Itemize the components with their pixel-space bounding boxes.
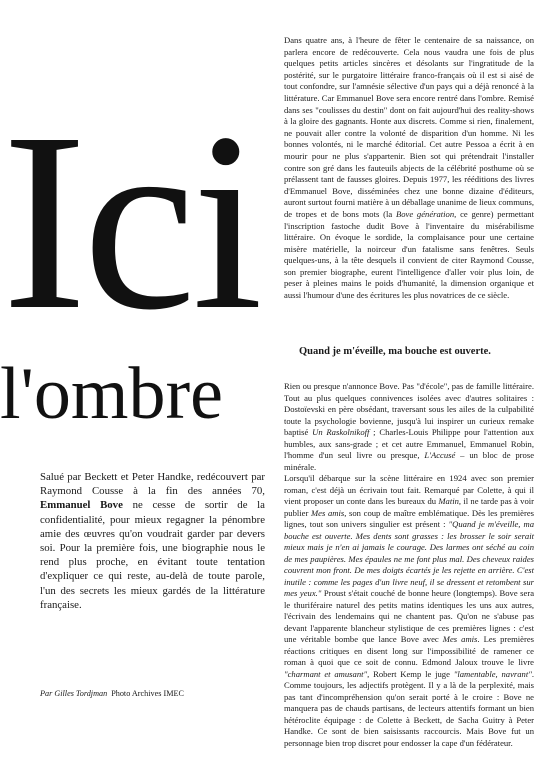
text-run: Proust s'était couché de bonne heure (longtemps). Bove sera le thuriféraire naturel des petits matins identiques les uns aux autres, l'écrivain des lendemains qui ne chantent pas. Qu'on ne s'abuse pas devant l'apparente blancheur stylistique de ces premières lignes : c'est une véritable bombe que lance Bove avec bbox=[284, 588, 535, 644]
text-run: Rien ou presque n'annonce Bove. Pas "d'école", pas de famille littéraire. Tout au plus quelques connivences isolées avec d'autres solitaires : Dostoïevski en père obsédant, traversant sous les ailes de la culpabilité toute la psychologie bovienne, jusqu'à lui inspirer un curieux remake baptisé bbox=[284, 381, 534, 437]
text-run: Salué par Beckett et Peter Handke, redécouvert par Raymond Cousse à la fin des années 70, bbox=[40, 471, 265, 498]
quote-italic: "Quand je m'éveille, ma bouche est ouverte. Mes dents sont grasses : les brosser le soir serait mieux mais je n'en ai jamais le courage. Des larmes ont séché au coin de mes paupières. Mes épaules ne me font plus mal. Des cheveux raides couvrent mon front. De mes doigts écartés je les rejette en arrière. C'est inutile : comme les pages d'un livre neuf, il se dressent et retombent sur mes yeux." bbox=[284, 519, 535, 598]
text-run: ne cesse de sortir de la confidentialité, pour mieux regagner la pénombre amie des œuvres qu'on voudrait garder par devers soi. Pour la première fois, une biographie nous le rend plus proche, en évitant toute tentation d'expliquer ce qui reste, au-delà de toute parole, l'un des secrets les mieux gardés de la littérature française. bbox=[40, 499, 265, 611]
subject-name: Emmanuel Bove bbox=[40, 499, 123, 512]
paragraph bbox=[284, 381, 534, 473]
text-run-italic: "charmant et amusant" bbox=[284, 668, 368, 679]
text-run: . Les premières réactions critiques en disent long sur l'impossibilité de ramener ce roman à quoi que ce soit de connu. Edmond Jaloux trouve le livre bbox=[284, 634, 534, 667]
byline bbox=[40, 688, 270, 699]
text-run: , Robert Kemp le juge bbox=[367, 668, 454, 679]
text-run: Dans quatre ans, à l'heure de fêter le centenaire de sa naissance, on parlera encore de redécouverte. Cela nous vaudra une fois de plus quelques petits articles sincères et désolants sur l'ingratitude de la postérité, sur le purgatoire littéraire franco-français où il est si aisé de tout confondre, sur l'amnésie sélective d'un pays qui a déjà renoncé à la littérature. Car Emmanuel Bove sera encore rentré dans l'ombre. Remisé dans ses "coulisses du destin" dont on fait aujourd'hui des reality-shows à la gloire des gagnants. Honte aux discrets. Comme si rien, finalement, ne pouvait aller contre la volonté de disparition d'un homme. Ni les bonnes volontés, ni le marché éditorial. Cet autre Pessoa a écrit à en mourir pour ne plus s'appartenir. Bien sot qui prétendrait l'installer contre son gré dans les fauteuils abjects de la célébrité posthume où se prélassent tant de fausses gloires. Depuis 1977, les rééditions des livres d'Emmanuel Bove, disséminées chez une bonne dizaine d'éditeurs, auront surtout fourni matière à un déballage unanime de lieux communs, de tropes et de bons mots (la bbox=[284, 35, 534, 219]
text-run-italic: "lamentable, navrant" bbox=[453, 668, 532, 679]
text-run: , son coup de maître emblématique. Dès les premières lignes, tout son univers singulier est présent : bbox=[284, 507, 534, 529]
text-run-italic: L'Accusé bbox=[424, 450, 456, 460]
text-run-italic: Matin bbox=[438, 496, 459, 506]
article-top-column bbox=[284, 35, 534, 302]
text-run-italic: Un Raskolnikoff bbox=[312, 427, 370, 437]
text-run: – un bloc de prose minérale. bbox=[284, 450, 535, 472]
text-run-italic: Mes amis bbox=[442, 634, 478, 644]
paragraph bbox=[284, 473, 534, 749]
section-subheading: Quand je m'éveille, ma bouche est ouverte. bbox=[299, 346, 491, 357]
article-lead bbox=[40, 470, 265, 612]
text-run: . Comme toujours, les adjectifs protègent. Il y a là de la perplexité, mais pas tant d'incompréhension qu'on serait porté à le croire : Bove ne manquera pas de chauds partisans, de lecteurs attentifs formant un bien hétéroclite équipage : de Colette à Beckett, de Sacha Guitry à Peter Handke. Ce sont de bien saisissants raccourcis. Mais Bove fut un personnage bien trop discret pour endosser la cape d'un fédérateur. bbox=[284, 668, 535, 748]
text-run-italic: Bove génération bbox=[395, 208, 455, 219]
text-run: Lorsqu'il débarque sur la scène littéraire en 1924 avec son premier roman, c'est déjà un écrivain tout fait. Remarqué par Colette, à qui il vient proposer un conte dans les bureaux du bbox=[284, 473, 534, 506]
article-bottom-column bbox=[284, 381, 534, 749]
headline-ombre: l'ombre bbox=[0, 353, 223, 435]
text-run-italic: Mes amis bbox=[311, 507, 345, 518]
author-credit: Par Gilles Tordjman bbox=[40, 689, 108, 698]
paragraph bbox=[284, 35, 534, 302]
headline-ici: Ici bbox=[2, 81, 259, 363]
text-run: , ce genre) permettant l'inscription fastoche dudit Bove à l'inventaire du misérabilisme littéraire. On évoque le sordide, la complaisance pour une certaine misère matérielle, la noirceur d'un fatalisme sans fenêtres. Seuls quelques-uns, à la tête desquels il convient de citer Raymond Cousse, son premier biographe, eurent l'intelligence d'aller voir plus loin, de peser à pleines mains le poids d'humanité, la dimension organique et aussi l'humour d'une des écritures les plus novatrices de ce siècle. bbox=[284, 208, 534, 301]
text-run: , il ne tarde pas à voir publier bbox=[284, 496, 535, 518]
photo-credit: Photo Archives IMEC bbox=[111, 689, 184, 698]
text-run: ; Charles-Louis Philippe pour l'attention aux humbles, aux sans-grade ; et cet autre Emmanuel, Emmanuel Robin, l'homme d'un seul livre ou presque, bbox=[284, 427, 534, 460]
